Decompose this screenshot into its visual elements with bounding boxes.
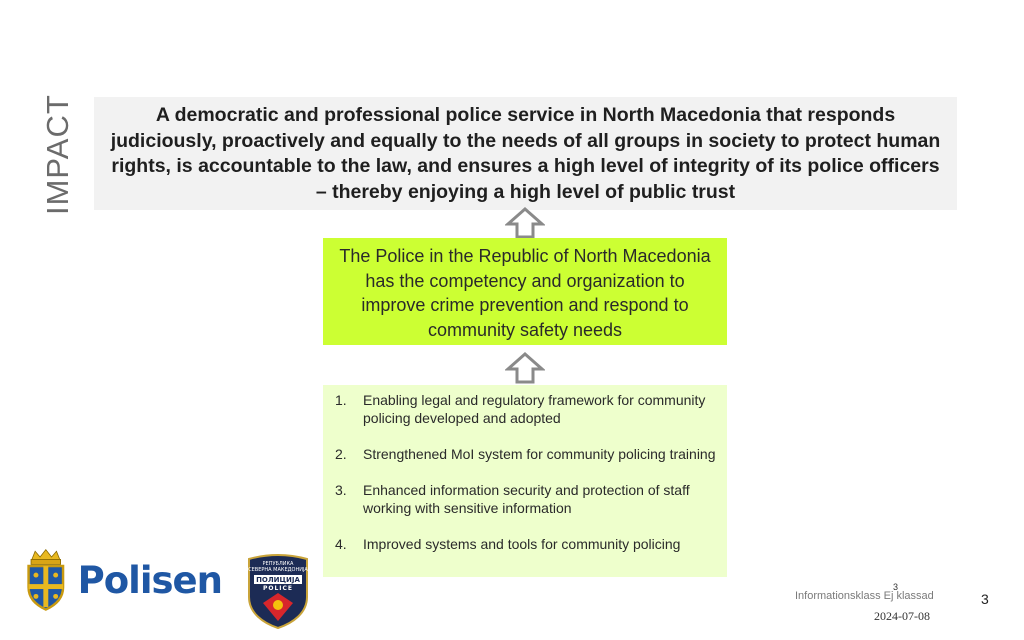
impact-statement-text: A democratic and professional police service in North Macedonia that responds judiciously, proactively and equally to the needs of all groups in society to protect human rights, is accountable to the law, and ensures a high level of integrity of its police officers – thereby enjoying a high level of public trust bbox=[110, 104, 941, 203]
list-item-text: Improved systems and tools for community policing bbox=[363, 536, 681, 552]
outcome-box bbox=[323, 238, 727, 345]
footer-classification: Informationsklass Ej klassad bbox=[795, 590, 934, 602]
list-item-text: Strengthened MoI system for community policing training bbox=[363, 446, 716, 462]
list-item-number: 1. bbox=[335, 392, 347, 408]
impact-side-label: IMPACT bbox=[40, 94, 75, 215]
footer-date: 2024-07-08 bbox=[874, 609, 930, 623]
swedish-police-crest-icon bbox=[22, 541, 70, 619]
list-item bbox=[335, 445, 717, 463]
mk-badge-line-4: POLICE bbox=[262, 585, 294, 592]
page-number: 3 bbox=[981, 591, 989, 607]
outputs-list bbox=[335, 391, 717, 553]
mk-badge-line-2: СЕВЕРНА МАКЕДОНИЈА bbox=[248, 567, 308, 573]
up-arrow-icon bbox=[505, 207, 545, 239]
list-item-text: Enabling legal and regulatory framework for community policing developed and adopted bbox=[363, 392, 706, 426]
mk-badge-line-3: ПОЛИЦИЈА bbox=[256, 576, 300, 584]
impact-statement-box bbox=[94, 97, 957, 210]
list-item-number: 3. bbox=[335, 482, 347, 498]
footer-slide-marker: 3 bbox=[893, 582, 899, 592]
list-item-number: 2. bbox=[335, 446, 347, 462]
mk-police-logo bbox=[245, 553, 311, 629]
list-item-text: Enhanced information security and protection of staff working with sensitive information bbox=[363, 482, 690, 516]
up-arrow-icon bbox=[505, 352, 545, 384]
list-item bbox=[335, 535, 717, 553]
polisen-logo bbox=[22, 540, 222, 620]
list-item bbox=[335, 391, 717, 427]
mk-badge-line-1: РЕПУБЛИКА bbox=[262, 561, 294, 567]
list-item bbox=[335, 481, 717, 517]
polisen-wordmark: Polisen bbox=[77, 558, 222, 602]
outputs-box bbox=[323, 385, 727, 577]
list-item-number: 4. bbox=[335, 536, 347, 552]
outcome-text: The Police in the Republic of North Macedonia has the competency and organization to improve crime prevention and respond to community safety needs bbox=[339, 246, 711, 340]
